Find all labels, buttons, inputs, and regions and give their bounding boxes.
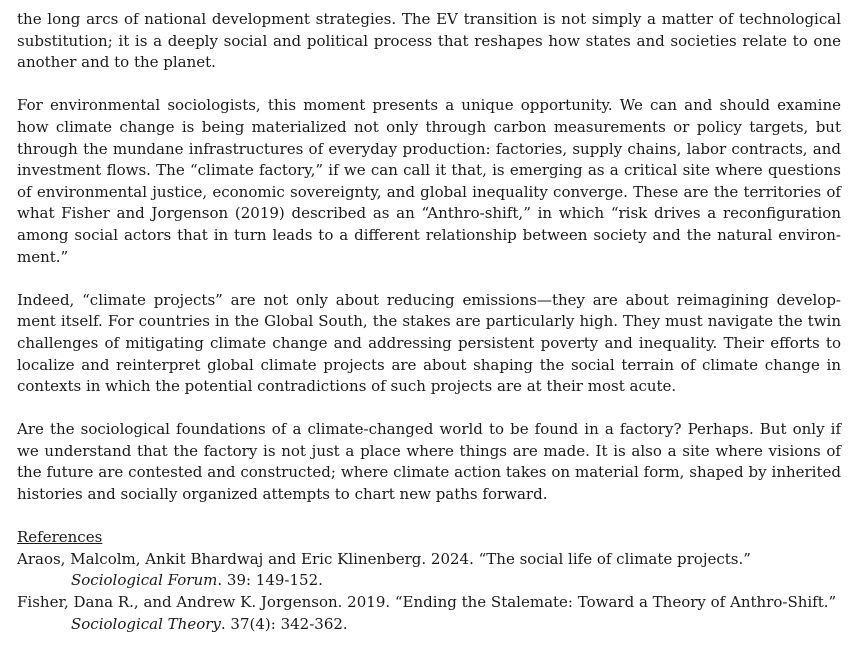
paragraph-sociological-foundations: Are the sociological foundations of a climate-changed world to be found in a factory? Perhaps. But only if we understand that the factory is not just a place where things are made. It is also a site where visions of the future are contested and constructed; where climate action takes on material form, shaped by inherited histories and socially organized attempts to chart new paths forward. [17,420,841,504]
paragraph-ev-transition: the long arcs of national development strategies. The EV transition is not simply a matter of technological substitution; it is a deeply social and political process that reshapes how states and societies relate to one another and to the planet. [17,10,841,72]
reference-details: . 39: 149-152. [217,571,323,590]
reference-entry-fisher [17,592,841,635]
reference-main-text: Araos, Malcolm, Ankit Bhardwaj and Eric Klinenberg. 2024. “The social life of climate projects.” [17,549,751,568]
reference-venue: Sociological Forum [71,571,218,590]
references-section [17,527,841,635]
paragraph-environmental-sociologists: For environmental sociologists, this moment presents a unique opportunity. We can and should examine how climate change is being materialized not only through carbon measurements or policy targets, but through the mundane infrastructures of everyday production: factories, supply chains, labor contracts, and investment flows. The “climate factory,” if we can call it that, is emerging as a critical site where questions of environmental justice, economic sovereignty, and global inequality converge. These are the territories of what Fisher and Jorgenson (2019) described as an “Anthro-shift,” in which “risk drives a reconfiguration among social actors that in turn leads to a different relationship between society and the natural environ-ment.” [17,96,841,266]
reference-main-text: Fisher, Dana R., and Andrew K. Jorgenson. 2019. “Ending the Stalemate: Toward a Theory of Anthro-Shift.” [17,593,837,612]
reference-venue: Sociological Theory [71,614,221,633]
reference-details: . 37(4): 342-362. [220,614,348,633]
references-heading: References [17,528,103,547]
reference-entry-araos [17,549,841,592]
document-page [17,9,841,635]
paragraph-climate-projects: Indeed, “climate projects” are not only about reducing emissions—they are about reimagining develop-ment itself. For countries in the Global South, the stakes are particularly high. They must navigate the twin challenges of mitigating climate change and addressing persistent poverty and inequality. Their efforts to localize and reinterpret global climate projects are about shaping the social terrain of climate change in contexts in which the potential contradictions of such projects are at their most acute. [17,290,841,396]
